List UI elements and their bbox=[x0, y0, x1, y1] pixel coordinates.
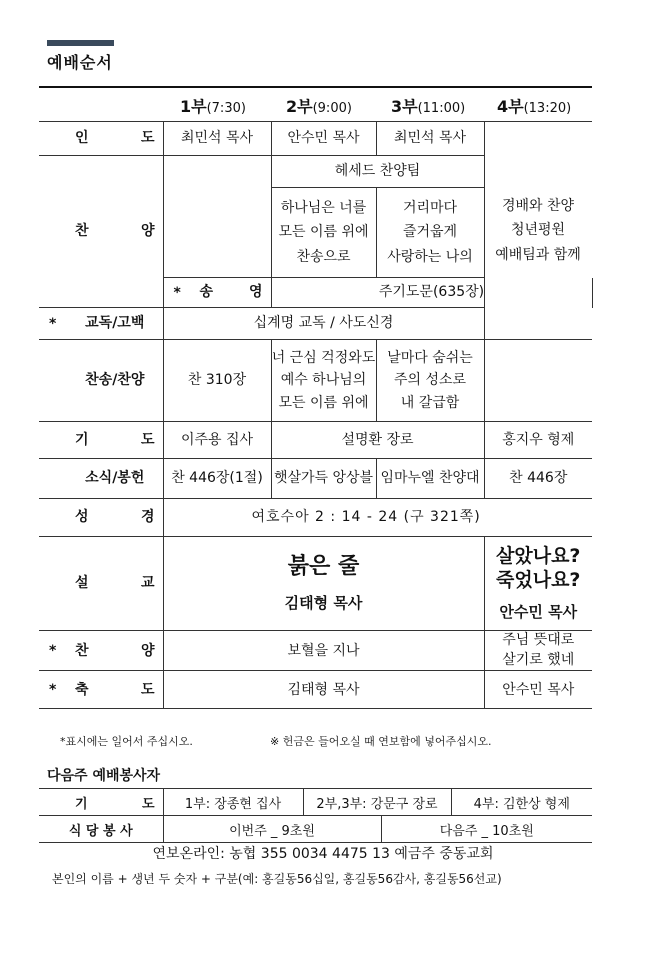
title-bar bbox=[47, 40, 114, 46]
part-4-header: 4부(13:20) bbox=[497, 97, 572, 116]
label-invocation: 인 도 bbox=[39, 122, 163, 156]
part-1-header: 1부(7:30) bbox=[180, 97, 246, 116]
sermon-cell-part4 bbox=[484, 537, 592, 631]
row-scripture bbox=[39, 499, 592, 537]
row-kitchen bbox=[39, 816, 592, 843]
scripture-reference: 여호수아 2 : 14 - 24 (구 321쪽) bbox=[163, 499, 592, 537]
label-doxology: * 송 영 bbox=[163, 278, 271, 308]
cell: 이주용 집사 bbox=[163, 422, 271, 459]
cell: 4부: 김한상 형제 bbox=[451, 789, 592, 816]
page-title: 예배순서 bbox=[47, 53, 113, 72]
part4-praise: 경배와 찬양 청년평원 예배팀과 함께 bbox=[484, 122, 592, 340]
label-scripture: 성 경 bbox=[39, 499, 163, 537]
cell: 찬 310장 bbox=[163, 340, 271, 422]
row-invocation bbox=[39, 122, 592, 156]
cell: 임마누엘 찬양대 bbox=[376, 459, 484, 499]
cell: 안수민 목사 bbox=[484, 671, 592, 709]
cell: 거리마다 즐거웁게 사랑하는 나의 bbox=[376, 188, 484, 278]
row-next-prayer bbox=[39, 789, 592, 816]
praise-team: 헤세드 찬양팀 bbox=[271, 156, 484, 188]
row-closing-hymn bbox=[39, 631, 592, 671]
cell: 안수민 목사 bbox=[271, 122, 376, 156]
label-creed: * 교독/고백 bbox=[39, 308, 163, 340]
cell: 주기도문(635장) bbox=[271, 278, 592, 308]
online-offering-account: 연보온라인: 농협 355 0034 4475 13 예금주 중동교회 bbox=[152, 846, 494, 862]
row-prayer bbox=[39, 422, 592, 459]
cell: 2부,3부: 강문구 장로 bbox=[303, 789, 451, 816]
cell-empty bbox=[484, 340, 592, 422]
label-hymn: 찬송/찬양 bbox=[39, 340, 163, 422]
cell: 최민석 목사 bbox=[163, 122, 271, 156]
sermon-title-part4: 살았나요? 죽었나요? bbox=[496, 545, 581, 591]
label-kitchen: 식 당 봉 사 bbox=[39, 816, 163, 843]
cell: 하나님은 너를 모든 이름 위에 찬송으로 bbox=[271, 188, 376, 278]
cell: 보혈을 지나 bbox=[163, 631, 484, 671]
label-next-prayer: 기 도 bbox=[39, 789, 163, 816]
cell: 너 근심 걱정와도 예수 하나님의 모든 이름 위에 bbox=[271, 340, 376, 422]
cell: 십계명 교독 / 사도신경 bbox=[163, 308, 484, 340]
row-offering bbox=[39, 459, 592, 499]
sermon-preacher: 김태형 목사 bbox=[284, 594, 363, 613]
sermon-cell bbox=[163, 537, 484, 631]
cell: 이번주 _ 9초원 bbox=[163, 816, 381, 843]
cell: 날마다 숨쉬는 주의 성소로 내 갈급함 bbox=[376, 340, 484, 422]
stand-note: *표시에는 일어서 주십시오. bbox=[60, 735, 193, 748]
row-benediction bbox=[39, 671, 592, 709]
worship-order-table bbox=[39, 121, 593, 709]
cell: 홍지우 형제 bbox=[484, 422, 592, 459]
cell: 주님 뜻대로 살기로 했네 bbox=[484, 631, 592, 671]
row-sermon bbox=[39, 537, 592, 631]
cell: 설명환 장로 bbox=[271, 422, 484, 459]
label-offering: 소식/봉헌 bbox=[39, 459, 163, 499]
cell: 다음주 _ 10초원 bbox=[381, 816, 592, 843]
next-week-table bbox=[39, 788, 592, 843]
account-note: 본인의 이름 + 생년 두 숫자 + 구분(예: 홍길동56십일, 홍길동56감사, 홍길동56선교) bbox=[52, 872, 502, 886]
label-praise: 찬 양 bbox=[39, 156, 163, 308]
label-sermon: 설 교 bbox=[39, 537, 163, 631]
part-2-header: 2부(9:00) bbox=[286, 97, 352, 116]
cell: 최민석 목사 bbox=[376, 122, 484, 156]
sermon-preacher-part4: 안수민 목사 bbox=[499, 602, 578, 621]
row-hymn bbox=[39, 340, 592, 422]
part-3-header: 3부(11:00) bbox=[391, 97, 466, 116]
label-closing-hymn: * 찬 양 bbox=[39, 631, 163, 671]
cell: 찬 446장(1절) bbox=[163, 459, 271, 499]
cell: 햇살가득 앙상블 bbox=[271, 459, 376, 499]
cell: 김태형 목사 bbox=[163, 671, 484, 709]
label-prayer: 기 도 bbox=[39, 422, 163, 459]
divider bbox=[39, 86, 592, 88]
offering-note: ※ 헌금은 들어오실 때 연보함에 넣어주십시오. bbox=[270, 735, 492, 748]
cell: 찬 446장 bbox=[484, 459, 592, 499]
label-benediction: * 축 도 bbox=[39, 671, 163, 709]
cell: 1부: 장종현 집사 bbox=[163, 789, 303, 816]
sermon-title: 붉은 줄 bbox=[287, 554, 360, 580]
next-week-title: 다음주 예배봉사자 bbox=[47, 768, 161, 784]
cell-empty bbox=[163, 156, 271, 278]
